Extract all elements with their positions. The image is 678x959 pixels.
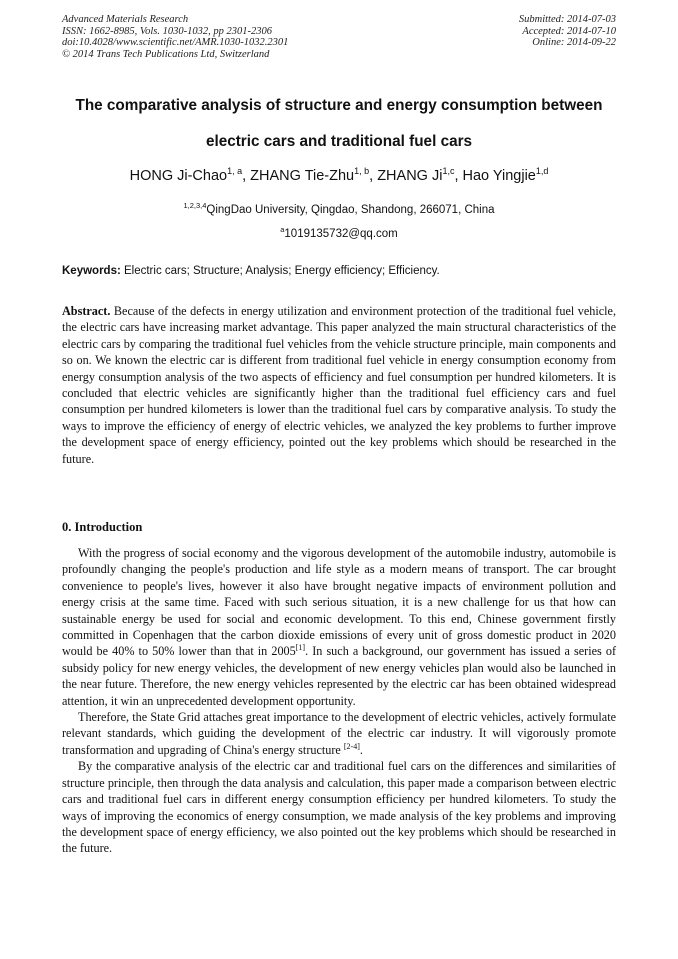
- affiliation: [40, 202, 638, 218]
- intro-paragraph-1: [62, 545, 616, 709]
- journal-header-left: [62, 14, 288, 60]
- title-line-2: electric cars and traditional fuel cars: [205, 133, 473, 150]
- accepted-date: Accepted: 2014-07-10: [522, 25, 616, 37]
- intro-p1-text: With the progress of social economy and the vigorous development of the automobile industry, automobile is profoundly changing the people's production and life style as a modern means of transport. The car brought convenience to people's lives, however it also have brought negative impacts of environment pollution and energy crisis at the same time. Faced with such serious situation, it is a new challenge for us that how can sustainable energy be used for social and economic development. To this end, Chinese government firstly committed in Copenhagen that the carbon dioxide emissions of every unit of gross domestic product in 2020 would be 40% to 50% lower than that in 2005: [62, 546, 616, 659]
- abstract-label: Abstract.: [62, 304, 111, 318]
- copyright-line: © 2014 Trans Tech Publications Ltd, Switzerland: [62, 48, 270, 60]
- keywords: [62, 263, 616, 279]
- abstract: [62, 303, 616, 467]
- journal-header-right: [519, 14, 616, 49]
- citation-2-4: [2-4]: [343, 741, 360, 751]
- author-affiliation-mark: 1, b: [354, 166, 370, 177]
- author-separator: ,: [454, 168, 463, 184]
- introduction-body: [62, 545, 616, 857]
- author-name: ZHANG Tie-Zhu: [250, 168, 355, 184]
- title-line-1: The comparative analysis of structure and energy consumption between: [75, 97, 603, 114]
- author-email: [40, 226, 638, 242]
- author-name: HONG Ji-Chao: [129, 168, 228, 184]
- author-separator: ,: [369, 168, 378, 184]
- paper-title: [40, 88, 638, 160]
- submitted-date: Submitted: 2014-07-03: [518, 14, 616, 25]
- author-name: ZHANG Ji: [377, 168, 443, 184]
- author-list: [40, 166, 638, 186]
- issn-line: ISSN: 1662-8985, Vols. 1030-1032, pp 2301-2306: [62, 25, 272, 37]
- abstract-text: Because of the defects in energy utilization and environment protection of the traditional fuel vehicle, the electric cars have increasing market advantage. This paper analyzed the main structural characteristics of the electric cars by comparing the traditional fuel vehicles from the vehicle structure principle, main components and so on. We known the electric car is different from traditional fuel vehicle in energy consumption economy from energy consumption analysis of the two aspects of efficiency and fuel consumption per hundred kilometers. It is concluded that electric vehicles are significantly higher than the traditional fuel efficiency cars and fuel consumption per hundred kilometers is lower than the traditional fuel cars by comparative analysis. To study the ways to improve the efficiency of energy of electric vehicles, we analyzed the key problems to further improve the development space of energy efficiency, pointed out the key problems which should be researched in the future.: [62, 304, 616, 466]
- doi-line: doi:10.4028/www.scientific.net/AMR.1030-1032.2301: [62, 37, 289, 48]
- author-name: Hao Yingjie: [462, 168, 536, 184]
- author-affiliation-mark: 1,d: [535, 166, 549, 177]
- intro-p1-text-cont: . In such a background, our government has issued a series of subsidy policy for new energy vehicles, the development of new energy vehicles plan would also be launched in the near future. Therefore, the new energy vehicles represented by the electric car has been obtained widespread attention, it win an unprecedented development opportunity.: [62, 644, 617, 708]
- keywords-text: Electric cars; Structure; Analysis; Energy efficiency; Efficiency.: [120, 265, 440, 277]
- affiliation-text: QingDao University, Qingdao, Shandong, 266071, China: [206, 204, 495, 216]
- intro-paragraph-2: [62, 709, 616, 758]
- author-affiliation-mark: 1, a: [227, 166, 243, 177]
- email-text: 1019135732@qq.com: [284, 228, 398, 240]
- affiliation-mark: 1,2,3,4: [183, 201, 207, 211]
- intro-paragraph-3: By the comparative analysis of the electric car and traditional fuel cars on the differences and similarities of structure principle, then through the data analysis and calculation, this paper made a comparison between electric cars and traditional fuel cars in different energy consumption efficiency per hundred kilometers. To study the ways of improving the economics of energy consumption, we made analysis of the key problems and improving the development space of energy efficiency, we also pointed out the key problems which should be researched in the future.: [62, 759, 616, 856]
- online-date: Online: 2014-09-22: [532, 37, 616, 48]
- intro-p2-text-cont: .: [359, 742, 363, 757]
- author-separator: ,: [242, 168, 251, 184]
- citation-1: [1]: [295, 643, 306, 653]
- section-heading-introduction: 0. Introduction: [62, 520, 143, 534]
- intro-p2-text: Therefore, the State Grid attaches great importance to the development of electric vehicles, actively formulate relevant standards, which guiding the development of the electric car industry. It will vigorously promote transformation and upgrading of China's energy structure: [62, 710, 616, 757]
- keywords-label: Keywords:: [62, 265, 121, 277]
- email-mark: a: [280, 225, 285, 235]
- author-affiliation-mark: 1,c: [442, 166, 455, 177]
- journal-name: Advanced Materials Research: [62, 14, 189, 25]
